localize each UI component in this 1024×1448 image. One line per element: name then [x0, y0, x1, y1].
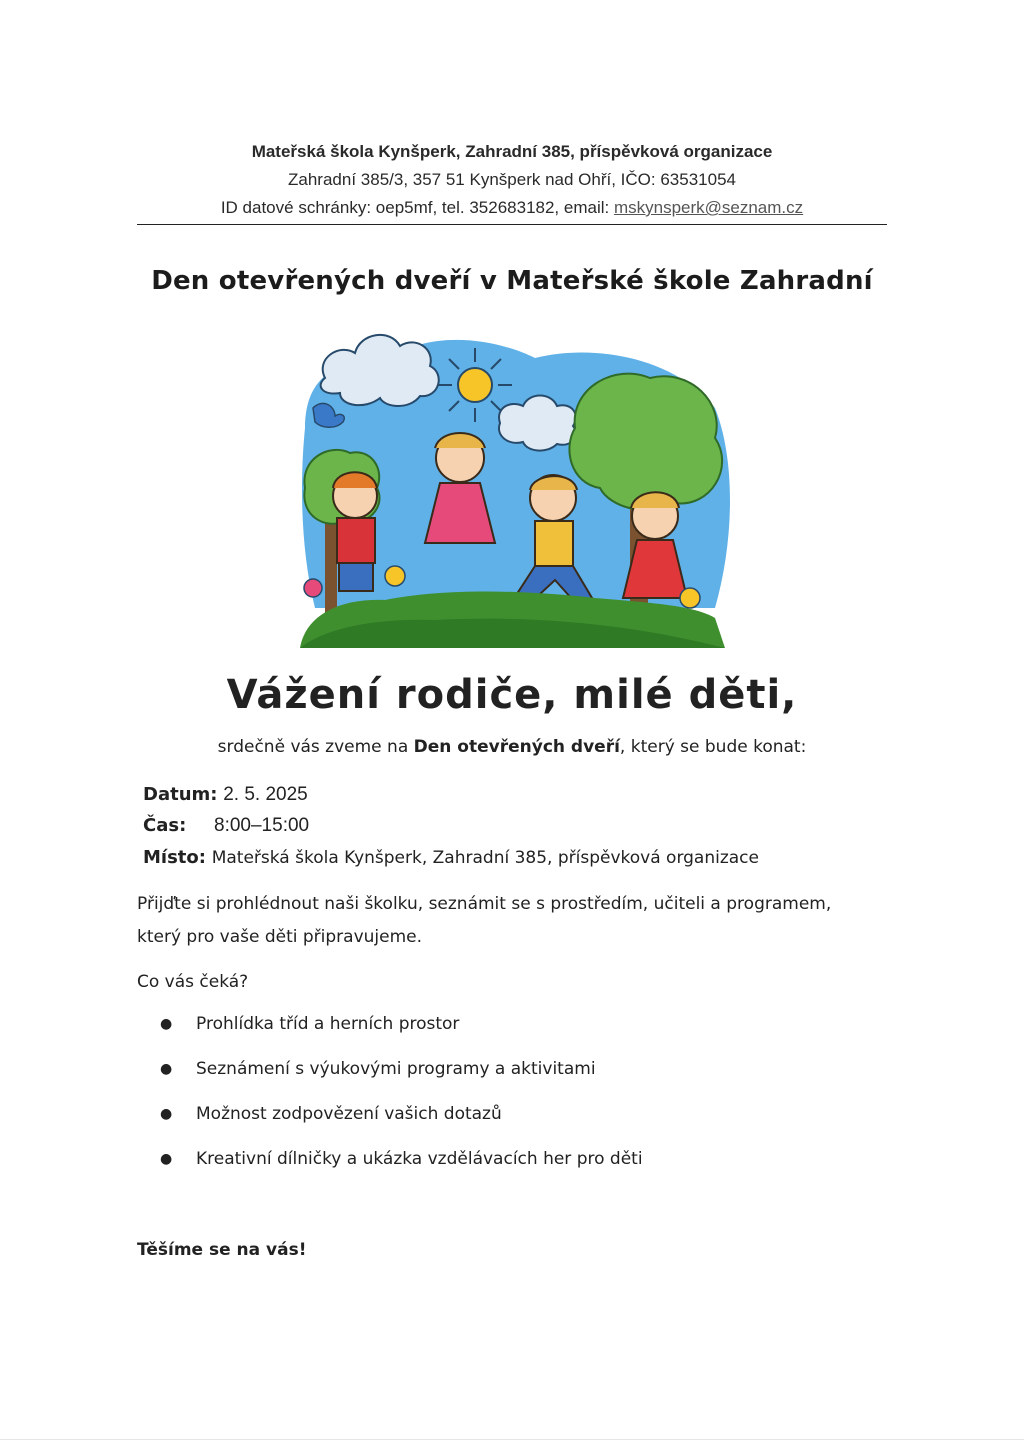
- list-item-text: Kreativní dílničky a ukázka vzdělávacích her pro děti: [196, 1149, 643, 1169]
- children-playing-illustration: [295, 318, 740, 653]
- date-label: Datum:: [143, 784, 218, 805]
- scan-edge-divider: [0, 1439, 1024, 1440]
- list-item-text: Možnost zodpovězení vašich dotazů: [196, 1104, 502, 1124]
- place-label: Místo:: [143, 847, 206, 868]
- contact-text: ID datové schránky: oep5mf, tel. 352683182, email:: [220, 198, 614, 217]
- bullet-icon: ●: [160, 1016, 173, 1032]
- email-link[interactable]: mskynsperk@seznam.cz: [613, 198, 804, 217]
- bullet-icon: ●: [160, 1151, 173, 1167]
- invitation-event-name: Den otevřených dveří: [413, 737, 620, 757]
- intro-paragraph: Přijďte si prohlédnout naši školku, seznámit se s prostředím, učiteli a programem, který pro vaše děti připravujeme.: [137, 894, 832, 947]
- event-title: Den otevřených dveří v Mateřské škole Zahradní: [151, 266, 873, 296]
- question-text: Co vás čeká?: [137, 972, 249, 992]
- place-value: Mateřská škola Kynšperk, Zahradní 385, příspěvková organizace: [211, 848, 759, 868]
- list-item-text: Prohlídka tříd a herních prostor: [196, 1014, 460, 1034]
- greeting-heading: Vážení rodiče, milé děti,: [226, 672, 798, 718]
- organization-address: Zahradní 385/3, 357 51 Kynšperk nad Ohří, IČO: 63531054: [288, 170, 736, 189]
- organization-contact: [0, 194, 1024, 222]
- date-value: 2. 5. 2025: [223, 784, 308, 805]
- list-item: [160, 1055, 643, 1100]
- letterhead: [0, 138, 1024, 222]
- place-row: [143, 847, 759, 868]
- invitation-text: [0, 737, 1024, 757]
- invitation-before: srdečně vás zveme na: [217, 737, 414, 757]
- list-item-text: Seznámení s výukovými programy a aktivitami: [196, 1059, 596, 1079]
- list-item: [160, 1145, 643, 1190]
- program-list: [160, 1010, 643, 1190]
- time-label: Čas:: [143, 815, 187, 836]
- date-row: [143, 784, 308, 806]
- list-item: [160, 1010, 643, 1055]
- list-item: [160, 1100, 643, 1145]
- invitation-after: , který se bude konat:: [619, 737, 807, 757]
- letterhead-divider: [137, 224, 887, 225]
- closing-text: Těšíme se na vás!: [137, 1240, 307, 1260]
- time-value: 8:00–15:00: [214, 815, 310, 836]
- time-row: [143, 815, 309, 837]
- bullet-icon: ●: [160, 1106, 173, 1122]
- bullet-icon: ●: [160, 1061, 173, 1077]
- organization-name: Mateřská škola Kynšperk, Zahradní 385, příspěvková organizace: [251, 142, 773, 161]
